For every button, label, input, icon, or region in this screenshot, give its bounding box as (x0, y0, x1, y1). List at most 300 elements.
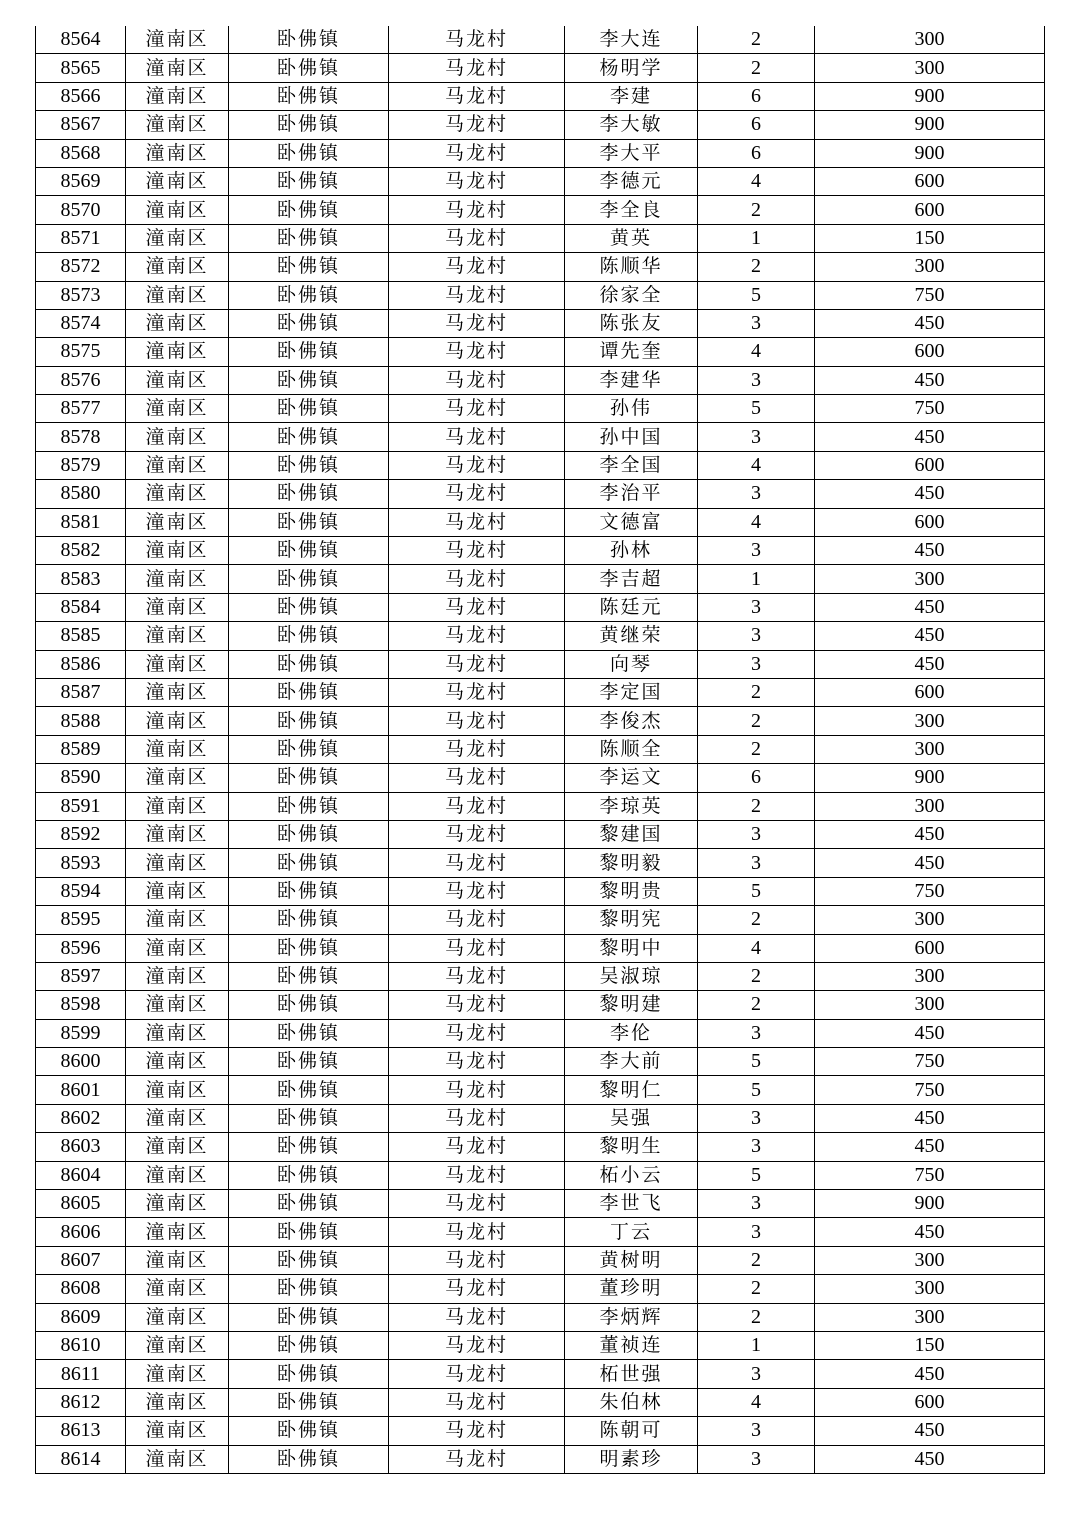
village-cell: 马龙村 (389, 26, 565, 54)
town-cell: 卧佛镇 (229, 338, 389, 366)
amount-cell: 300 (815, 991, 1045, 1019)
village-cell: 马龙村 (389, 991, 565, 1019)
name-cell: 李运文 (565, 764, 698, 792)
district-cell: 潼南区 (126, 1246, 229, 1274)
town-cell: 卧佛镇 (229, 537, 389, 565)
name-cell: 李炳辉 (565, 1303, 698, 1331)
household-count-cell: 3 (698, 622, 815, 650)
amount-cell: 300 (815, 1303, 1045, 1331)
household-count-cell: 2 (698, 707, 815, 735)
row-number-cell: 8601 (36, 1076, 126, 1104)
town-cell: 卧佛镇 (229, 1076, 389, 1104)
district-cell: 潼南区 (126, 1133, 229, 1161)
name-cell: 黎明宪 (565, 906, 698, 934)
village-cell: 马龙村 (389, 423, 565, 451)
village-cell: 马龙村 (389, 281, 565, 309)
town-cell: 卧佛镇 (229, 139, 389, 167)
district-cell: 潼南区 (126, 423, 229, 451)
name-cell: 李建华 (565, 366, 698, 394)
name-cell: 吴强 (565, 1104, 698, 1132)
row-number-cell: 8585 (36, 622, 126, 650)
household-count-cell: 3 (698, 480, 815, 508)
table-row (36, 764, 1045, 792)
village-cell: 马龙村 (389, 253, 565, 281)
amount-cell: 600 (815, 196, 1045, 224)
household-count-cell: 3 (698, 1218, 815, 1246)
town-cell: 卧佛镇 (229, 622, 389, 650)
amount-cell: 600 (815, 338, 1045, 366)
household-count-cell: 5 (698, 877, 815, 905)
name-cell: 孙中国 (565, 423, 698, 451)
household-count-cell: 2 (698, 1275, 815, 1303)
district-cell: 潼南区 (126, 991, 229, 1019)
row-number-cell: 8575 (36, 338, 126, 366)
table-row (36, 1388, 1045, 1416)
row-number-cell: 8567 (36, 111, 126, 139)
name-cell: 黎明毅 (565, 849, 698, 877)
document-page (35, 26, 1044, 1474)
household-count-cell: 5 (698, 1161, 815, 1189)
district-cell: 潼南区 (126, 366, 229, 394)
town-cell: 卧佛镇 (229, 309, 389, 337)
village-cell: 马龙村 (389, 480, 565, 508)
amount-cell: 900 (815, 111, 1045, 139)
town-cell: 卧佛镇 (229, 423, 389, 451)
district-cell: 潼南区 (126, 650, 229, 678)
household-count-cell: 4 (698, 338, 815, 366)
table-row (36, 849, 1045, 877)
table-row (36, 423, 1045, 451)
village-cell: 马龙村 (389, 1417, 565, 1445)
district-cell: 潼南区 (126, 1190, 229, 1218)
table-row (36, 1417, 1045, 1445)
name-cell: 黎明生 (565, 1133, 698, 1161)
household-count-cell: 3 (698, 1445, 815, 1473)
village-cell: 马龙村 (389, 1133, 565, 1161)
table-row (36, 395, 1045, 423)
table-row (36, 1104, 1045, 1132)
row-number-cell: 8605 (36, 1190, 126, 1218)
name-cell: 陈朝可 (565, 1417, 698, 1445)
district-cell: 潼南区 (126, 480, 229, 508)
amount-cell: 750 (815, 1076, 1045, 1104)
amount-cell: 750 (815, 1048, 1045, 1076)
household-count-cell: 5 (698, 395, 815, 423)
town-cell: 卧佛镇 (229, 650, 389, 678)
town-cell: 卧佛镇 (229, 1246, 389, 1274)
table-row (36, 196, 1045, 224)
town-cell: 卧佛镇 (229, 934, 389, 962)
amount-cell: 900 (815, 1190, 1045, 1218)
table-row (36, 1019, 1045, 1047)
town-cell: 卧佛镇 (229, 1417, 389, 1445)
town-cell: 卧佛镇 (229, 224, 389, 252)
amount-cell: 450 (815, 537, 1045, 565)
name-cell: 李吉超 (565, 565, 698, 593)
district-cell: 潼南区 (126, 877, 229, 905)
amount-cell: 450 (815, 1133, 1045, 1161)
row-number-cell: 8571 (36, 224, 126, 252)
row-number-cell: 8592 (36, 820, 126, 848)
table-row (36, 962, 1045, 990)
row-number-cell: 8564 (36, 26, 126, 54)
household-count-cell: 5 (698, 1076, 815, 1104)
town-cell: 卧佛镇 (229, 1445, 389, 1473)
row-number-cell: 8581 (36, 508, 126, 536)
amount-cell: 300 (815, 707, 1045, 735)
table-row (36, 537, 1045, 565)
name-cell: 董珍明 (565, 1275, 698, 1303)
village-cell: 马龙村 (389, 678, 565, 706)
amount-cell: 450 (815, 820, 1045, 848)
town-cell: 卧佛镇 (229, 1019, 389, 1047)
village-cell: 马龙村 (389, 54, 565, 82)
row-number-cell: 8584 (36, 593, 126, 621)
district-cell: 潼南区 (126, 934, 229, 962)
table-row (36, 26, 1045, 54)
district-cell: 潼南区 (126, 962, 229, 990)
amount-cell: 450 (815, 1360, 1045, 1388)
amount-cell: 450 (815, 622, 1045, 650)
row-number-cell: 8572 (36, 253, 126, 281)
town-cell: 卧佛镇 (229, 1104, 389, 1132)
name-cell: 李大连 (565, 26, 698, 54)
village-cell: 马龙村 (389, 792, 565, 820)
row-number-cell: 8609 (36, 1303, 126, 1331)
table-row (36, 253, 1045, 281)
table-row (36, 735, 1045, 763)
village-cell: 马龙村 (389, 1048, 565, 1076)
district-cell: 潼南区 (126, 253, 229, 281)
village-cell: 马龙村 (389, 849, 565, 877)
amount-cell: 750 (815, 395, 1045, 423)
amount-cell: 450 (815, 1417, 1045, 1445)
household-count-cell: 6 (698, 764, 815, 792)
table-row (36, 1076, 1045, 1104)
town-cell: 卧佛镇 (229, 395, 389, 423)
household-count-cell: 2 (698, 54, 815, 82)
row-number-cell: 8606 (36, 1218, 126, 1246)
district-cell: 潼南区 (126, 281, 229, 309)
name-cell: 李大敏 (565, 111, 698, 139)
town-cell: 卧佛镇 (229, 678, 389, 706)
amount-cell: 450 (815, 849, 1045, 877)
amount-cell: 300 (815, 962, 1045, 990)
amount-cell: 150 (815, 1331, 1045, 1359)
town-cell: 卧佛镇 (229, 1388, 389, 1416)
village-cell: 马龙村 (389, 1275, 565, 1303)
district-cell: 潼南区 (126, 1445, 229, 1473)
household-count-cell: 2 (698, 1246, 815, 1274)
district-cell: 潼南区 (126, 1303, 229, 1331)
household-count-cell: 4 (698, 508, 815, 536)
row-number-cell: 8570 (36, 196, 126, 224)
table-row (36, 480, 1045, 508)
household-count-cell: 2 (698, 962, 815, 990)
row-number-cell: 8587 (36, 678, 126, 706)
village-cell: 马龙村 (389, 1303, 565, 1331)
amount-cell: 600 (815, 1388, 1045, 1416)
table-row (36, 1218, 1045, 1246)
row-number-cell: 8595 (36, 906, 126, 934)
household-count-cell: 3 (698, 309, 815, 337)
table-row (36, 792, 1045, 820)
town-cell: 卧佛镇 (229, 1360, 389, 1388)
amount-cell: 300 (815, 253, 1045, 281)
table-row (36, 1246, 1045, 1274)
row-number-cell: 8576 (36, 366, 126, 394)
table-row (36, 565, 1045, 593)
town-cell: 卧佛镇 (229, 792, 389, 820)
district-cell: 潼南区 (126, 820, 229, 848)
household-count-cell: 3 (698, 1133, 815, 1161)
village-cell: 马龙村 (389, 764, 565, 792)
district-cell: 潼南区 (126, 707, 229, 735)
district-cell: 潼南区 (126, 593, 229, 621)
town-cell: 卧佛镇 (229, 451, 389, 479)
row-number-cell: 8591 (36, 792, 126, 820)
table-row (36, 678, 1045, 706)
name-cell: 李定国 (565, 678, 698, 706)
town-cell: 卧佛镇 (229, 593, 389, 621)
name-cell: 柘世强 (565, 1360, 698, 1388)
village-cell: 马龙村 (389, 309, 565, 337)
name-cell: 李伦 (565, 1019, 698, 1047)
household-count-cell: 2 (698, 253, 815, 281)
row-number-cell: 8578 (36, 423, 126, 451)
district-cell: 潼南区 (126, 508, 229, 536)
table-row (36, 111, 1045, 139)
household-count-cell: 4 (698, 167, 815, 195)
village-cell: 马龙村 (389, 962, 565, 990)
district-cell: 潼南区 (126, 395, 229, 423)
table-row (36, 1048, 1045, 1076)
district-cell: 潼南区 (126, 54, 229, 82)
town-cell: 卧佛镇 (229, 735, 389, 763)
town-cell: 卧佛镇 (229, 1190, 389, 1218)
village-cell: 马龙村 (389, 707, 565, 735)
amount-cell: 300 (815, 1246, 1045, 1274)
household-count-cell: 6 (698, 139, 815, 167)
row-number-cell: 8583 (36, 565, 126, 593)
village-cell: 马龙村 (389, 1331, 565, 1359)
town-cell: 卧佛镇 (229, 1275, 389, 1303)
village-cell: 马龙村 (389, 224, 565, 252)
amount-cell: 450 (815, 650, 1045, 678)
household-count-cell: 5 (698, 281, 815, 309)
household-count-cell: 3 (698, 1190, 815, 1218)
table-row (36, 508, 1045, 536)
village-cell: 马龙村 (389, 735, 565, 763)
household-count-cell: 3 (698, 537, 815, 565)
district-cell: 潼南区 (126, 1048, 229, 1076)
amount-cell: 150 (815, 224, 1045, 252)
district-cell: 潼南区 (126, 792, 229, 820)
household-count-cell: 3 (698, 650, 815, 678)
village-cell: 马龙村 (389, 650, 565, 678)
district-cell: 潼南区 (126, 338, 229, 366)
household-count-cell: 4 (698, 934, 815, 962)
table-row (36, 1190, 1045, 1218)
household-count-cell: 2 (698, 991, 815, 1019)
row-number-cell: 8594 (36, 877, 126, 905)
household-count-cell: 2 (698, 1303, 815, 1331)
village-cell: 马龙村 (389, 451, 565, 479)
row-number-cell: 8580 (36, 480, 126, 508)
district-cell: 潼南区 (126, 196, 229, 224)
amount-cell: 600 (815, 167, 1045, 195)
name-cell: 黎明中 (565, 934, 698, 962)
name-cell: 黎明仁 (565, 1076, 698, 1104)
town-cell: 卧佛镇 (229, 196, 389, 224)
amount-cell: 300 (815, 26, 1045, 54)
table-row (36, 650, 1045, 678)
village-cell: 马龙村 (389, 1190, 565, 1218)
row-number-cell: 8593 (36, 849, 126, 877)
table-row (36, 1133, 1045, 1161)
name-cell: 朱伯林 (565, 1388, 698, 1416)
name-cell: 丁云 (565, 1218, 698, 1246)
household-count-cell: 1 (698, 224, 815, 252)
table-row (36, 281, 1045, 309)
name-cell: 黎明贵 (565, 877, 698, 905)
row-number-cell: 8607 (36, 1246, 126, 1274)
town-cell: 卧佛镇 (229, 1218, 389, 1246)
household-count-cell: 5 (698, 1048, 815, 1076)
table-row (36, 224, 1045, 252)
amount-cell: 300 (815, 565, 1045, 593)
table-row (36, 1360, 1045, 1388)
table-row (36, 1445, 1045, 1473)
district-cell: 潼南区 (126, 1275, 229, 1303)
household-count-cell: 1 (698, 1331, 815, 1359)
district-cell: 潼南区 (126, 26, 229, 54)
town-cell: 卧佛镇 (229, 849, 389, 877)
village-cell: 马龙村 (389, 1161, 565, 1189)
district-cell: 潼南区 (126, 1417, 229, 1445)
town-cell: 卧佛镇 (229, 82, 389, 110)
name-cell: 柘小云 (565, 1161, 698, 1189)
household-count-cell: 6 (698, 82, 815, 110)
row-number-cell: 8589 (36, 735, 126, 763)
district-cell: 潼南区 (126, 309, 229, 337)
district-cell: 潼南区 (126, 1360, 229, 1388)
district-cell: 潼南区 (126, 82, 229, 110)
row-number-cell: 8590 (36, 764, 126, 792)
village-cell: 马龙村 (389, 820, 565, 848)
household-count-cell: 1 (698, 565, 815, 593)
row-number-cell: 8574 (36, 309, 126, 337)
district-cell: 潼南区 (126, 1104, 229, 1132)
name-cell: 董祯连 (565, 1331, 698, 1359)
village-cell: 马龙村 (389, 1388, 565, 1416)
amount-cell: 900 (815, 139, 1045, 167)
district-cell: 潼南区 (126, 735, 229, 763)
village-cell: 马龙村 (389, 395, 565, 423)
amount-cell: 600 (815, 678, 1045, 706)
row-number-cell: 8582 (36, 537, 126, 565)
village-cell: 马龙村 (389, 338, 565, 366)
row-number-cell: 8602 (36, 1104, 126, 1132)
household-count-cell: 3 (698, 1417, 815, 1445)
row-number-cell: 8604 (36, 1161, 126, 1189)
name-cell: 孙伟 (565, 395, 698, 423)
row-number-cell: 8600 (36, 1048, 126, 1076)
village-cell: 马龙村 (389, 1360, 565, 1388)
amount-cell: 300 (815, 906, 1045, 934)
name-cell: 李全良 (565, 196, 698, 224)
town-cell: 卧佛镇 (229, 253, 389, 281)
town-cell: 卧佛镇 (229, 281, 389, 309)
town-cell: 卧佛镇 (229, 26, 389, 54)
amount-cell: 750 (815, 281, 1045, 309)
household-count-cell: 3 (698, 1104, 815, 1132)
table-row (36, 820, 1045, 848)
village-cell: 马龙村 (389, 111, 565, 139)
household-count-cell: 2 (698, 678, 815, 706)
row-number-cell: 8565 (36, 54, 126, 82)
amount-cell: 450 (815, 309, 1045, 337)
name-cell: 李大前 (565, 1048, 698, 1076)
town-cell: 卧佛镇 (229, 1133, 389, 1161)
household-count-cell: 3 (698, 849, 815, 877)
amount-cell: 300 (815, 54, 1045, 82)
village-cell: 马龙村 (389, 934, 565, 962)
row-number-cell: 8603 (36, 1133, 126, 1161)
table-row (36, 167, 1045, 195)
town-cell: 卧佛镇 (229, 1303, 389, 1331)
village-cell: 马龙村 (389, 1218, 565, 1246)
name-cell: 向琴 (565, 650, 698, 678)
district-cell: 潼南区 (126, 111, 229, 139)
town-cell: 卧佛镇 (229, 167, 389, 195)
name-cell: 明素珍 (565, 1445, 698, 1473)
district-cell: 潼南区 (126, 1019, 229, 1047)
district-cell: 潼南区 (126, 537, 229, 565)
town-cell: 卧佛镇 (229, 54, 389, 82)
district-cell: 潼南区 (126, 565, 229, 593)
district-cell: 潼南区 (126, 1388, 229, 1416)
town-cell: 卧佛镇 (229, 1331, 389, 1359)
town-cell: 卧佛镇 (229, 480, 389, 508)
name-cell: 吴淑琼 (565, 962, 698, 990)
household-count-cell: 2 (698, 792, 815, 820)
table-row (36, 934, 1045, 962)
row-number-cell: 8608 (36, 1275, 126, 1303)
name-cell: 李全国 (565, 451, 698, 479)
amount-cell: 450 (815, 1445, 1045, 1473)
town-cell: 卧佛镇 (229, 991, 389, 1019)
table-row (36, 54, 1045, 82)
name-cell: 李琼英 (565, 792, 698, 820)
village-cell: 马龙村 (389, 877, 565, 905)
village-cell: 马龙村 (389, 82, 565, 110)
name-cell: 文德富 (565, 508, 698, 536)
household-count-cell: 3 (698, 366, 815, 394)
name-cell: 李治平 (565, 480, 698, 508)
row-number-cell: 8598 (36, 991, 126, 1019)
town-cell: 卧佛镇 (229, 877, 389, 905)
amount-cell: 600 (815, 934, 1045, 962)
row-number-cell: 8597 (36, 962, 126, 990)
table-row (36, 593, 1045, 621)
amount-cell: 900 (815, 82, 1045, 110)
name-cell: 李大平 (565, 139, 698, 167)
town-cell: 卧佛镇 (229, 1161, 389, 1189)
village-cell: 马龙村 (389, 508, 565, 536)
name-cell: 黄继荣 (565, 622, 698, 650)
table-row (36, 1303, 1045, 1331)
